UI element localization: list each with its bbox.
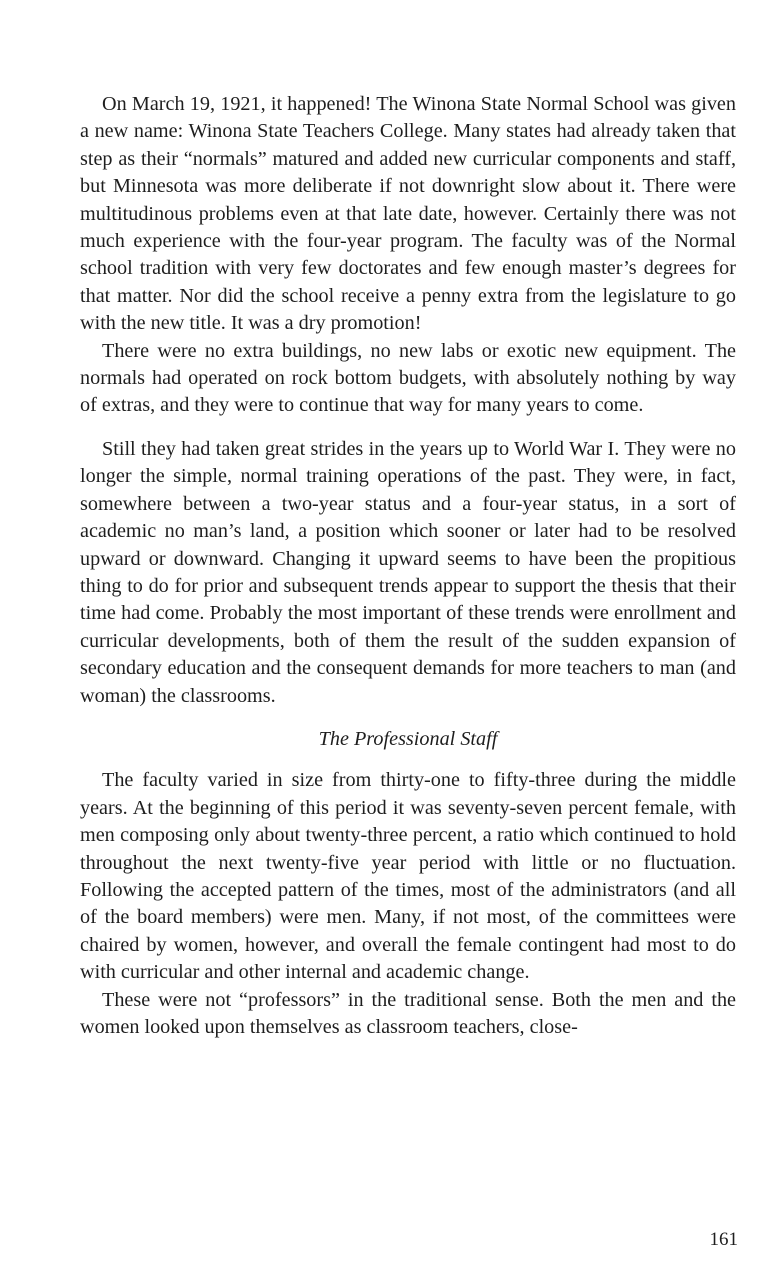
paragraph-renaming: On March 19, 1921, it happened! The Winona State Normal School was given a new name: Winona State Teachers College. Many states had already taken that step as their “normals” matured and added new curricular components and staff, but Minnesota was more deliberate if not downright slow about it. There were multitudinous problems even at that late date, however. Certainly there was not much experience with the four-year program. The faculty was of the Normal school tradition with very few doctorates and few enough master’s degrees for that matter. Nor did the school receive a penny extra from the legislature to go with the new title. It was a dry promotion! [80, 93, 736, 335]
page-number: 161 [709, 1229, 738, 1250]
section-heading: The Professional Staff [318, 727, 498, 750]
paragraph-faculty-size: The faculty varied in size from thirty-one to fifty-three during the middle years. At the beginning of this period it was seventy-seven percent female, with men composing only about twenty-three percent, a ratio which continued to hold throughout the next twenty-five year period with little or no fluctuation. Following the accepted pattern of the times, most of the administrators (and all of the board members) were men. Many, if not most, of the committees were chaired by women, however, and overall the female contingent had most to do with curricular and other internal and academic change. [80, 769, 736, 984]
paragraph-buildings: There were no extra buildings, no new labs or exotic new equipment. The normals had operated on rock bottom budgets, with absolutely nothing by way of extras, and they were to continue that way for many years to come. [80, 339, 736, 417]
paragraph-strides: Still they had taken great strides in the years up to World War I. They were no longer the simple, normal training operations of the past. They were, in fact, somewhere between a two-year status and a four-year status, in a sort of academic no man’s land, a position which sooner or later had to be resolved upward or downward. Changing it upward seems to have been the propitious thing to do for prior and subsequent trends appear to support the thesis that their time had come. Probably the most important of these trends were enrollment and curricular developments, both of them the result of the sudden expansion of secondary education and the consequent demands for more teachers to man (and woman) the classrooms. [80, 437, 736, 707]
paragraph-professors: These were not “professors” in the traditional sense. Both the men and the women looked upon themselves as classroom teachers, close- [80, 988, 736, 1038]
text-column [80, 91, 736, 1041]
